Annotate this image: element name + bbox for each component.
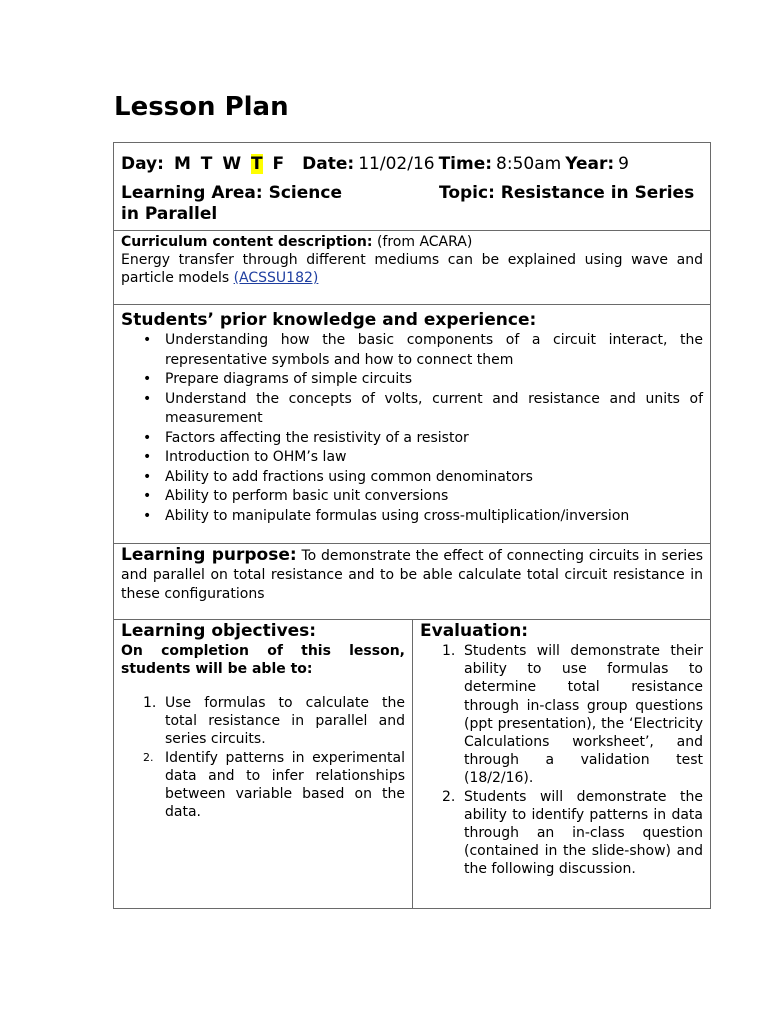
year-value: 9: [618, 154, 629, 174]
learning-objectives-column: [114, 620, 413, 908]
acara-code-link[interactable]: (ACSSU182): [233, 270, 319, 286]
day-option-m: M: [173, 154, 191, 174]
evaluation-heading: Evaluation:: [420, 621, 529, 641]
list-item: • Understanding how the basic components of a circuit interact, the representative symbols and how to connect them: [165, 331, 703, 370]
prior-knowledge-list: [121, 331, 703, 526]
prior-knowledge-heading: Students’ prior knowledge and experience:: [121, 310, 537, 330]
time-label: Time:: [438, 154, 493, 174]
list-item: • Introduction to OHM’s law: [165, 448, 703, 468]
list-item: • Prepare diagrams of simple circuits: [165, 370, 703, 390]
time-value: 8:50am: [496, 154, 562, 174]
objectives-intro-line1: On completion of this lesson,: [121, 643, 405, 659]
day-option-w: W: [222, 154, 242, 174]
learning-purpose: [121, 546, 703, 604]
list-item: • Ability to manipulate formulas using cross-multiplication/inversion: [165, 507, 703, 527]
day-option-f: F: [272, 154, 285, 174]
list-item: • Ability to add fractions using common denominators: [165, 468, 703, 488]
learning-purpose-section: [113, 543, 711, 619]
list-item: • Understand the concepts of volts, current and resistance and units of measurement: [165, 390, 703, 429]
list-item: 2. Identify patterns in experimental data and to infer relationships between variable based on the data.: [143, 749, 405, 821]
list-item: • Ability to perform basic unit conversions: [165, 487, 703, 507]
objectives-evaluation-section: [113, 619, 711, 909]
date-value: 11/02/16: [358, 154, 435, 174]
learning-purpose-text: To demonstrate the effect of connecting circuits in series and parallel on total resistance and to be able calculate total circuit resistance in these configurations: [121, 548, 704, 602]
list-item: 1. Students will demonstrate their ability to use formulas to determine total resistance through in-class group questions (ppt presentation), the ‘Electricity Calculations worksheet’, and through a validation test (18/2/16).: [442, 643, 703, 787]
date-label: Date:: [302, 154, 355, 174]
lesson-plan-table: [113, 142, 711, 909]
evaluation-column: [413, 620, 710, 908]
learning-objectives-list: [121, 694, 405, 821]
list-item: 2. Students will demonstrate the ability to identify patterns in data through an in-class question (contained in the slide-show) and the following discussion.: [442, 788, 703, 878]
curriculum-label: Curriculum content description:: [121, 234, 373, 250]
list-item: • Factors affecting the resistivity of a resistor: [165, 429, 703, 449]
year-label: Year:: [565, 154, 615, 174]
list-item: 1. Use formulas to calculate the total resistance in parallel and series circuits.: [143, 695, 405, 748]
day-option-t: T: [200, 154, 213, 174]
curriculum-section: [113, 230, 711, 304]
topic: Topic: Resistance in Series: [439, 183, 695, 203]
day-selector: [174, 154, 288, 174]
day-option-th-selected: T: [251, 154, 263, 174]
objectives-intro-line2: students will be able to:: [121, 661, 313, 677]
curriculum-description: [121, 233, 703, 287]
day-label: Day:: [121, 154, 164, 174]
prior-knowledge-section: [113, 304, 711, 543]
page-title: Lesson Plan: [114, 92, 289, 122]
evaluation-list: [420, 642, 703, 879]
area-topic-row: [121, 183, 703, 225]
learning-purpose-label: Learning purpose:: [121, 545, 297, 565]
learning-objectives-heading: Learning objectives:: [121, 621, 317, 641]
curriculum-text: Energy transfer through different mediums can be explained using wave and particle models: [121, 252, 703, 286]
curriculum-source: (from ACARA): [376, 234, 473, 250]
learning-area: Learning Area: Science: [121, 183, 342, 203]
lesson-meta-row: [121, 154, 703, 174]
lesson-header-section: [113, 142, 711, 230]
topic-continuation: in Parallel: [121, 204, 218, 224]
